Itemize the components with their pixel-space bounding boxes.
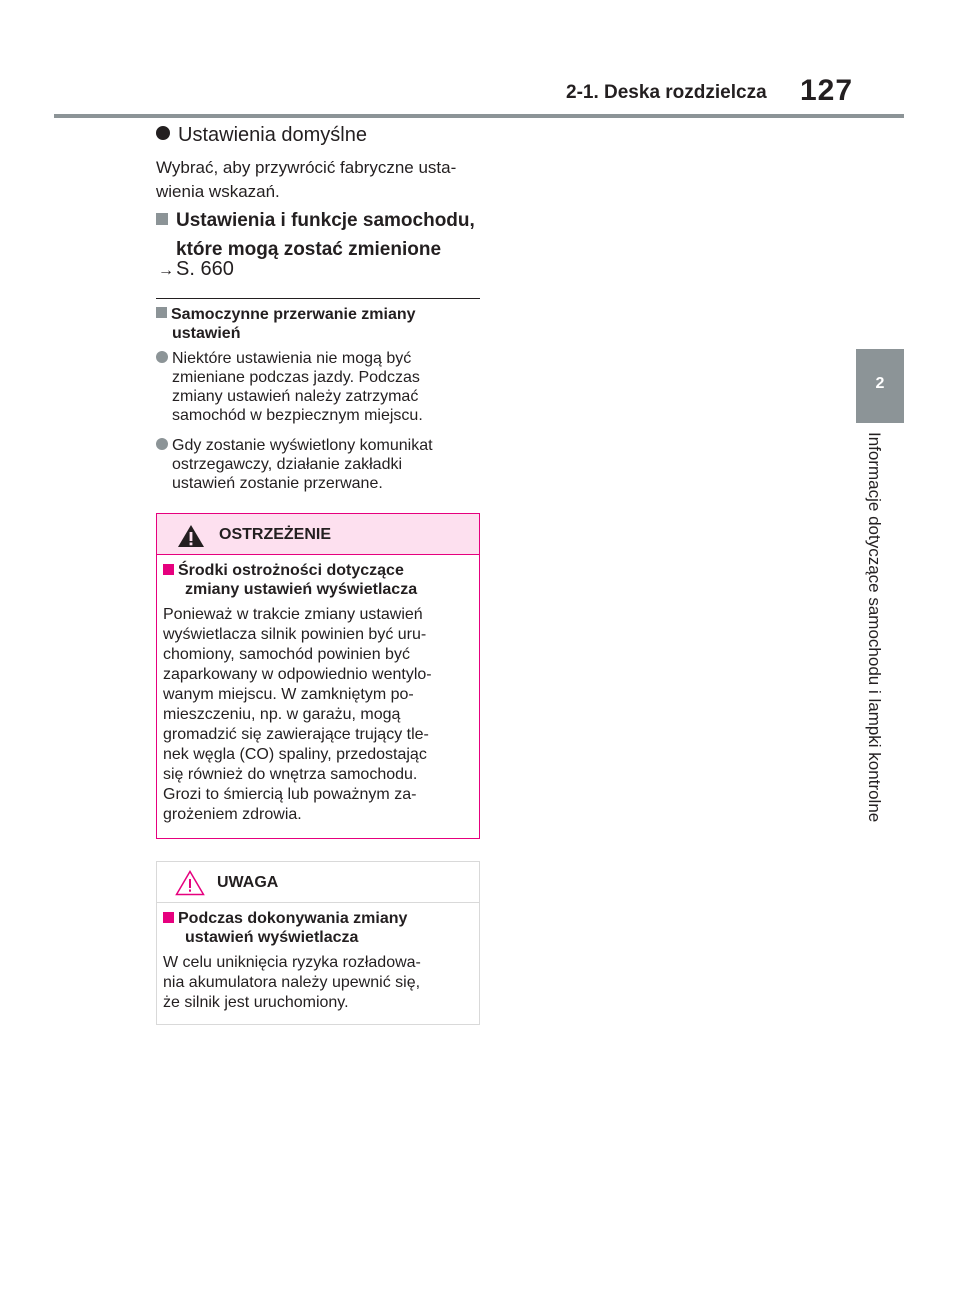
heading-line: Środki ostrożności dotyczące (178, 562, 404, 579)
note-bullet (156, 436, 486, 493)
caution-body (157, 947, 479, 1013)
text-line: gromadzić się zawierające trujący tle- (163, 726, 429, 743)
caution-box (156, 861, 480, 1025)
square-bullet-icon (163, 564, 174, 575)
warning-body (157, 599, 479, 825)
reference-text: S. 660 (176, 258, 234, 280)
text-line: Niektóre ustawienia nie mogą być (172, 350, 412, 367)
text-line: nia akumulatora należy upewnić się, (163, 974, 421, 991)
chapter-number: 2 (875, 375, 885, 392)
default-settings-text (156, 156, 486, 204)
section-title: 2-1. Deska rozdzielcza (566, 82, 767, 103)
heading-line: które mogą zostać zmienione (176, 239, 442, 260)
page-reference[interactable] (158, 258, 234, 281)
text-line: nek węgla (CO) spaliny, przedostając (163, 746, 427, 763)
text-line: W celu uniknięcia ryzyka rozładowa- (163, 954, 421, 971)
heading-line: Samoczynne przerwanie zmiany (171, 306, 416, 323)
caution-title: UWAGA (217, 874, 279, 891)
text-line: mieszczeniu, np. w garażu, mogą (163, 706, 401, 723)
header-rule (54, 114, 904, 118)
divider (156, 298, 480, 299)
heading-line: Podczas dokonywania zmiany (178, 910, 408, 927)
arrow-icon: → (158, 262, 174, 279)
bullet-icon (156, 351, 168, 363)
text-line: ostrzegawczy, działanie zakładki (172, 456, 403, 473)
text-line: samochód w bezpiecznym miejscu. (172, 407, 423, 424)
caution-title-bar (157, 862, 479, 903)
text-line: zmiany ustawień należy zatrzymać (172, 388, 419, 405)
text-line: Grozi to śmiercią lub poważnym za- (163, 786, 417, 803)
warning-subhead (157, 561, 479, 599)
changeable-heading (156, 206, 486, 264)
note-bullet (156, 349, 486, 425)
text-line: ustawień zostanie przerwane. (172, 475, 383, 492)
warning-title-bar (157, 514, 479, 555)
heading-line: Ustawienia i funkcje samochodu, (176, 210, 475, 231)
caution-triangle-icon (175, 870, 205, 896)
heading-line: ustawień wyświetlacza (185, 929, 359, 946)
text-line: grożeniem zdrowia. (163, 806, 302, 823)
warning-triangle-icon (177, 524, 205, 548)
text-line: Gdy zostanie wyświetlony komunikat (172, 437, 433, 454)
text-line: wienia wskazań. (156, 182, 280, 201)
chapter-label: Informacje dotyczące samochodu i lampki kontrolne (865, 432, 884, 823)
text-line: chomiony, samochód powinien być (163, 646, 410, 663)
text-line: zmieniane podczas jazdy. Podczas (172, 369, 420, 386)
text-line: Wybrać, aby przywrócić fabryczne usta- (156, 158, 457, 177)
text-line: że silnik jest uruchomiony. (163, 994, 349, 1011)
bullet-icon (156, 438, 168, 450)
caution-subhead (157, 909, 479, 947)
text-line: wyświetlacza silnik powinien być uru- (163, 626, 427, 643)
square-bullet-icon (163, 912, 174, 923)
chapter-tab[interactable] (856, 349, 904, 423)
heading-text: Ustawienia domyślne (178, 124, 367, 146)
square-bullet-icon (156, 213, 168, 225)
warning-title: OSTRZEŻENIE (219, 526, 332, 543)
square-bullet-icon (156, 307, 167, 318)
bullet-icon (156, 126, 170, 140)
warning-box (156, 513, 480, 839)
heading-line: ustawień (172, 325, 241, 342)
text-line: zaparkowany w odpowiednio wentylo- (163, 666, 432, 683)
text-line: się również do wnętrza samochodu. (163, 766, 418, 783)
auto-cancel-heading (156, 305, 486, 343)
text-line: Ponieważ w trakcie zmiany ustawień (163, 606, 423, 623)
default-settings-heading (156, 124, 367, 147)
page-number: 127 (800, 74, 854, 107)
heading-line: zmiany ustawień wyświetlacza (185, 581, 418, 598)
text-line: wanym miejscu. W zamkniętym po- (163, 686, 414, 703)
